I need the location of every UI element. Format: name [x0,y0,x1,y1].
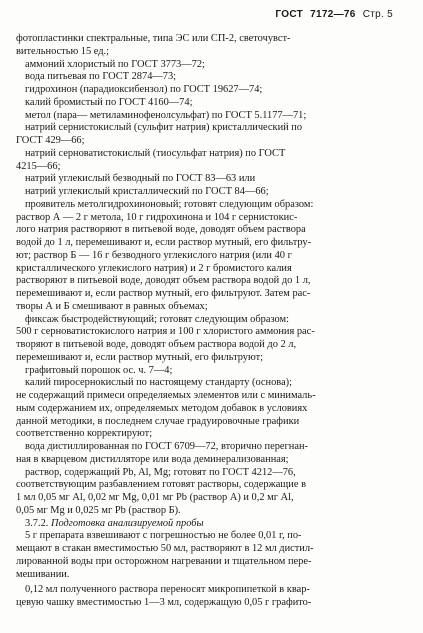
text-line: проявитель метолгидрохиноновый; готовят следующим образом: [25,198,314,210]
header-standard-number: 7172—76 [310,9,356,20]
header-page-number: Стр. 5 [362,9,393,20]
text-line: цевую чашку вместимостью 1—3 мл, содержащую 0,05 г графито- [16,597,312,608]
text-line: аммоний хлористый по ГОСТ 3773—72; [25,58,205,70]
text-line: графитовый порошок ос. ч. 7—4; [25,364,173,376]
text-line: натрий углекислый кристаллический по ГОСТ 84—66; [25,186,269,197]
text-line: ют; раствор Б — 16 г безводного углекислого натрия (или 40 г [16,249,292,261]
text-line: метол (пара— метиламинофенолсульфат) по ГОСТ 5.1177—71; [25,109,307,121]
text-line: данной методики, в последнем случае градуировочные графики [16,415,300,427]
text-line: не содержащий примеси определяемых элементов или с минималь- [16,390,316,401]
text-line: 1 мл 0,05 мг Al, 0,02 мг Mg, 0,01 мг Pb (раствор А) и 0,2 мг Al, [16,492,294,503]
text-line: ным содержанием их, определяемых методом добавок в условиях [16,402,308,414]
text-line: творяют в питьевой воде, доводят объем раствора водой до 2 л, [16,339,297,350]
text-line: кристаллического углекислого натрия) и 2 г бромистого калия [16,262,292,274]
text-line: раствор А — 2 г метола, 10 г гидрохинона и 104 г сернистокис- [16,211,298,223]
page-header [271,9,393,20]
text-line: вода дистиллированная по ГОСТ 6709—72, вторично перегнан- [25,441,308,452]
text-line: вода питьевая по ГОСТ 2874—73; [25,71,177,83]
text-line: ная в кварцевом дистилляторе или вода деминерализованная; [16,453,289,465]
text-line: фотопластинки спектральные, типа ЭС или СП-2, светочувст- [16,33,291,44]
text-line: раствор, содержащий Pb, Al, Mg; готовят по ГОСТ 4212—76, [25,466,296,478]
text-line: гидрохинон (парадиоксибензол) по ГОСТ 19627—74; [25,84,263,95]
text-line: творы А и Б смешивают в равных объемах; [16,300,208,312]
text-line: водой до 1 л, перемешивают и, если раствор мутный, его фильтру- [16,237,312,248]
text-line: калий бромистый по ГОСТ 4160—74; [25,96,193,108]
text-line: растворяют в питьевой воде, доводят объем раствора водой до 1 л, [16,275,311,287]
text-line: ГОСТ 429—66; [16,135,85,146]
text-line: 5 г препарата взвешивают с погрешностью не более 0,01 г, по- [25,530,302,542]
text-line: перемешивают и, если раствор мутный, его фильтруют; [16,351,264,363]
text-line: вительностью 15 ед.; [16,45,110,57]
text-line: лированной воды при осторожном нагревании и тщательном пере- [16,555,312,567]
text-line: калий пиросернокислый по настоящему стандарту (основа); [25,377,293,389]
text-line: мешивании. [16,568,70,580]
section-heading: 3.7.2. Подготовка анализируемой пробы [25,517,204,529]
text-line: лого натрия растворяют в питьевой воде, доводят объем раствора [16,224,306,236]
text-line: соответствующим разбавлением готовят растворы, содержащие в [16,479,306,491]
text-line: 0,12 мл полученного раствора переносят микропипеткой в квар- [25,584,310,596]
text-line: 0,05 мг Mg и 0,025 мг Pb (раствор Б). [16,504,181,516]
text-line: мещают в стакан вместимостью 50 мл, растворяют в 12 мл дистил- [16,543,314,554]
document-body [16,33,401,610]
text-line: натрий сернистокислый (сульфит натрия) кристаллический по [25,122,303,134]
text-line: натрий серноватистокислый (тиосульфат натрия) по ГОСТ [25,147,286,159]
text-line: 4215—66; [16,160,61,172]
text-line: натрий углекислый безводный по ГОСТ 83—63 или [25,173,256,185]
text-line: соответственно корректируют; [16,428,153,440]
text-line: фиксаж быстродействующий; готовят следующим образом: [25,313,289,325]
header-gost-label: ГОСТ [275,9,304,20]
text-line: перемешивают и, если раствор мутный, его фильтруют. Затем рас- [16,288,311,299]
text-line: 500 г серноватистокислого натрия и 100 г хлористого аммония рас- [16,326,315,338]
